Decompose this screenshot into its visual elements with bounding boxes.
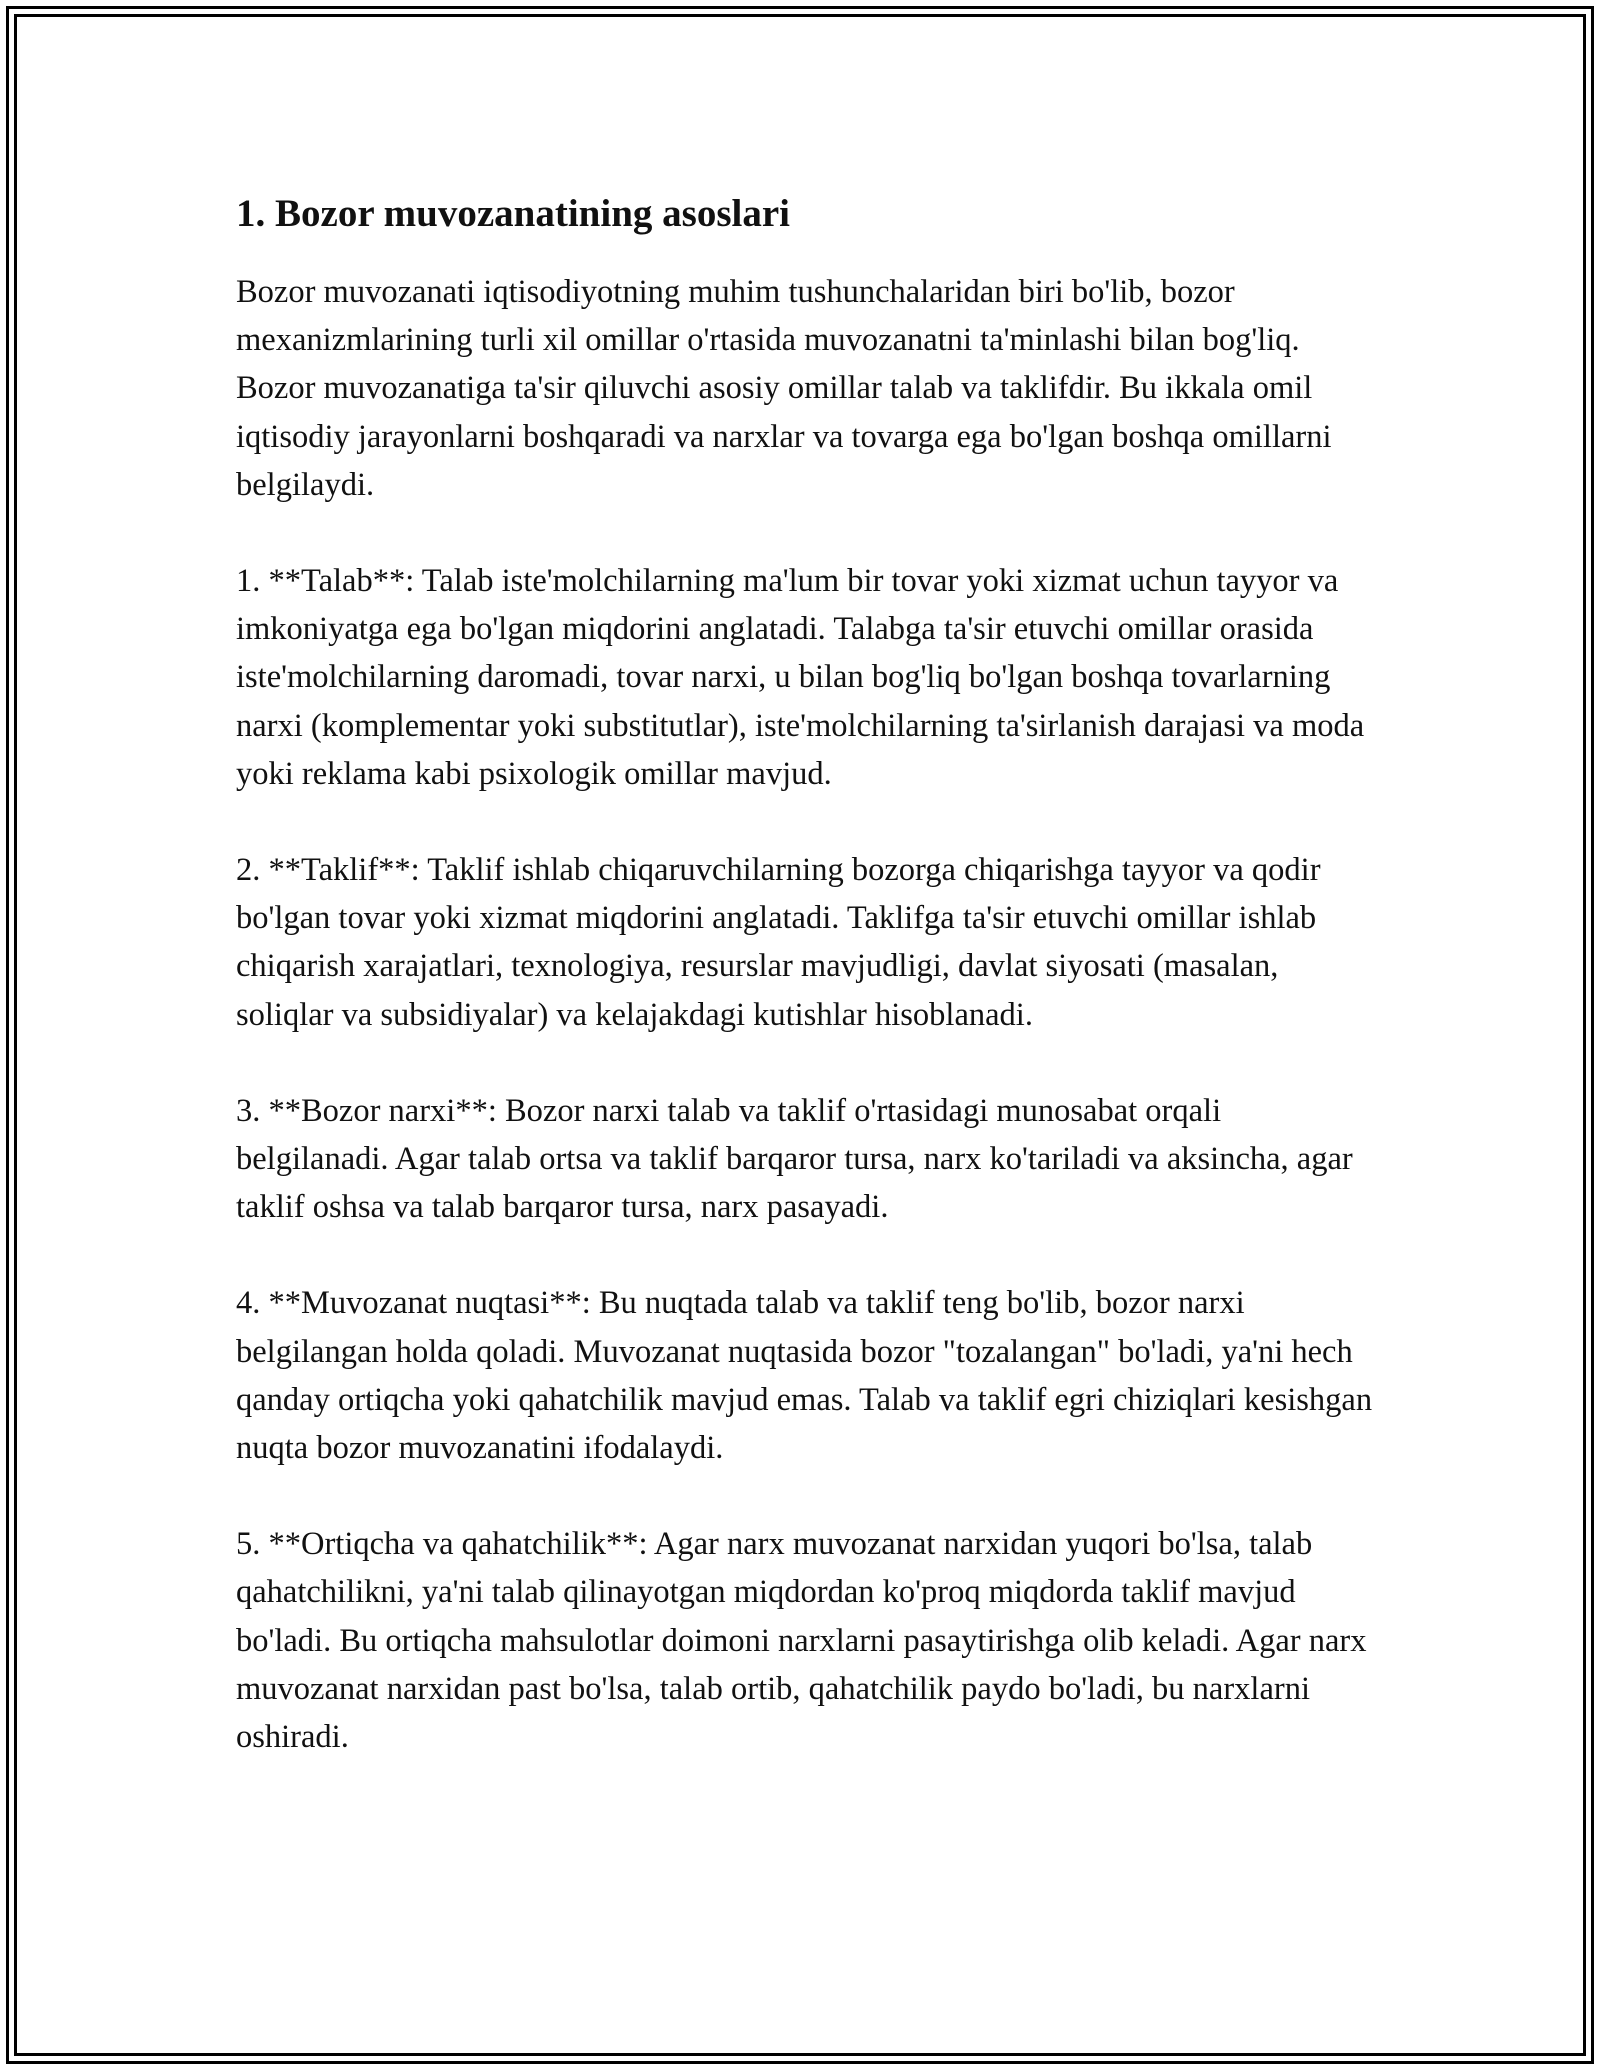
document-body (236, 186, 1376, 1809)
document-title: 1. Bozor muvozanatining asoslari (236, 192, 790, 235)
talab-paragraph: 1. **Talab**: Talab iste'molchilarning ma'lum bir tovar yoki xizmat uchun tayyor va imkoniyatga ega bo'lgan miqdorini anglatadi. Talabga ta'sir etuvchi omillar orasida iste'molchilarning daromadi, tovar narxi, u bilan bog'liq bo'lgan boshqa tovarlarning narxi (komplementar yoki substitutlar), iste'molchilarning ta'sirlanish darajasi va moda yoki reklama kabi psixologik omillar mavjud. (236, 563, 1365, 792)
taklif-paragraph: 2. **Taklif**: Taklif ishlab chiqaruvchilarning bozorga chiqarishga tayyor va qodir bo'lgan tovar yoki xizmat miqdorini anglatadi. Taklifga ta'sir etuvchi omillar ishlab chiqarish xarajatlari, texnologiya, resurslar mavjudligi, davlat siyosati (masalan, soliqlar va subsidiyalar) va kelajakdagi kutishlar hisoblanadi. (236, 852, 1321, 1033)
bozor-narxi-paragraph: 3. **Bozor narxi**: Bozor narxi talab va taklif o'rtasidagi munosabat orqali belgilanadi. Agar talab ortsa va taklif barqaror tursa, narx ko'tariladi va aksincha, agar taklif oshsa va talab barqaror tursa, narx pasayadi. (236, 1092, 1353, 1226)
intro-paragraph: Bozor muvozanati iqtisodiyotning muhim tushunchalaridan biri bo'lib, bozor mexanizmlarining turli xil omillar o'rtasida muvozanatni ta'minlashi bilan bog'liq. Bozor muvozanatiga ta'sir qiluvchi asosiy omillar talab va taklifdir. Bu ikkala omil iqtisodiy jarayonlarni boshqaradi va narxlar va tovarga ega bo'lgan boshqa omillarni belgilaydi. (236, 274, 1332, 503)
muvozanat-nuqtasi-paragraph: 4. **Muvozanat nuqtasi**: Bu nuqtada talab va taklif teng bo'lib, bozor narxi belgilangan holda qoladi. Muvozanat nuqtasida bozor "tozalangan" bo'ladi, ya'ni hech qanday ortiqcha yoki qahatchilik mavjud emas. Talab va taklif egri chiziqlari kesishgan nuqta bozor muvozanatini ifodalaydi. (236, 1285, 1373, 1467)
ortiqcha-qahatchilik-paragraph: 5. **Ortiqcha va qahatchilik**: Agar narx muvozanat narxidan yuqori bo'lsa, talab qahatchilikni, ya'ni talab qilinayotgan miqdordan ko'proq miqdorda taklif mavjud bo'ladi. Bu ortiqcha mahsulotlar doimoni narxlarni pasaytirishga olib keladi. Agar narx muvozanat narxidan past bo'lsa, talab ortib, qahatchilik paydo bo'ladi, bu narxlarni oshiradi. (236, 1526, 1367, 1756)
